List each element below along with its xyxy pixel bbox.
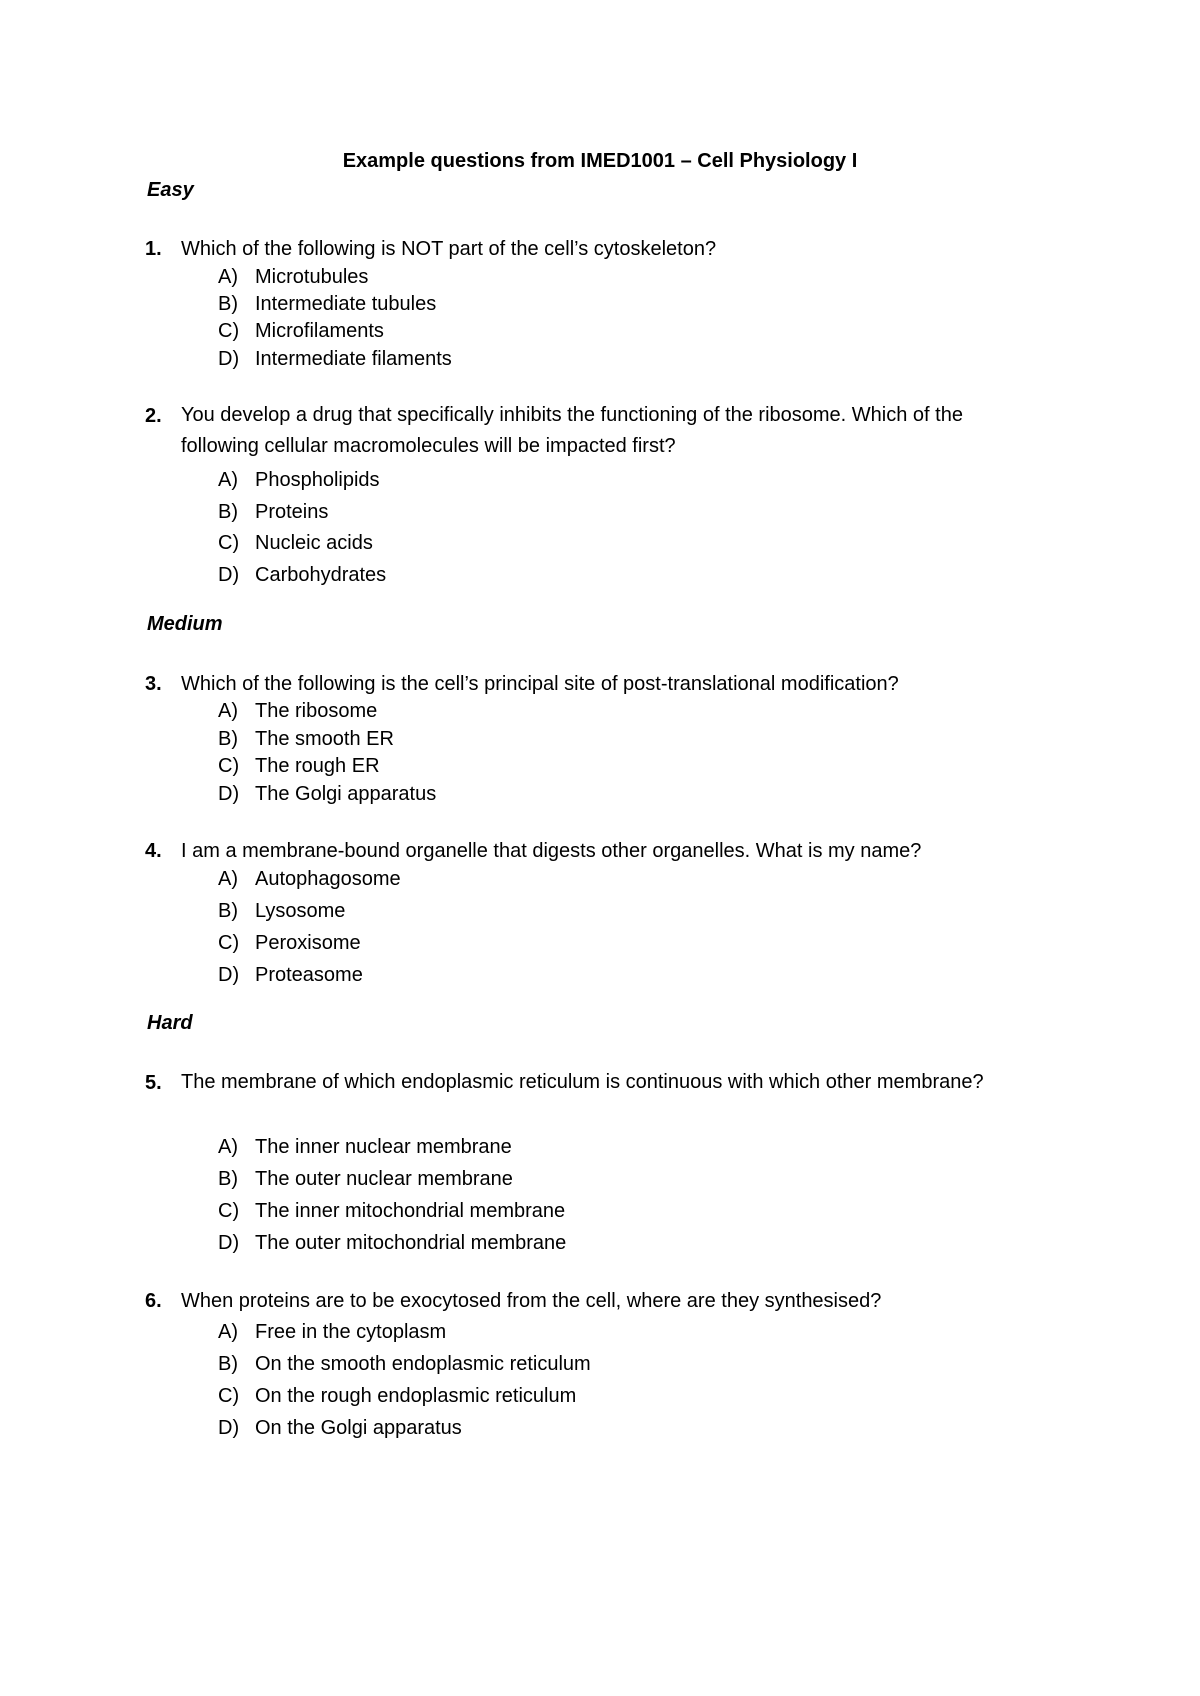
document-title: Example questions from IMED1001 – Cell Physiology I [342,150,858,172]
option-text: Free in the cytoplasm [255,1321,447,1343]
answer-option [218,782,436,806]
question-number: 5. [145,1072,162,1094]
question-text: When proteins are to be exocytosed from the cell, where are they synthesised? [181,1290,882,1312]
section-heading-medium: Medium [147,613,223,635]
section-heading-hard: Hard [147,1012,193,1034]
option-letter: B) [218,1168,238,1190]
question-text: Which of the following is NOT part of the cell’s cytoskeleton? [181,238,717,260]
answer-option [218,1320,446,1344]
answer-option [218,347,452,371]
question-text: Which of the following is the cell’s principal site of post-translational modification? [181,673,899,695]
question-number: 3. [145,673,162,695]
option-text: The inner nuclear membrane [255,1136,512,1158]
option-letter: B) [218,728,238,750]
answer-option [218,1384,576,1408]
option-text: Proteasome [255,964,363,986]
option-text: Peroxisome [255,932,361,954]
option-letter: C) [218,532,240,554]
option-text: On the Golgi apparatus [255,1417,462,1439]
option-text: The outer nuclear membrane [255,1168,513,1190]
option-text: Autophagosome [255,868,401,890]
answer-option [218,265,368,289]
option-letter: C) [218,755,240,777]
answer-option [218,1231,566,1255]
option-letter: C) [218,320,240,342]
answer-option [218,319,384,343]
option-text: The ribosome [255,700,378,722]
option-text: Microtubules [255,266,369,288]
option-text: Lysosome [255,900,346,922]
answer-option [218,1167,513,1191]
answer-option [218,1199,565,1223]
option-letter: D) [218,964,240,986]
section-heading-easy: Easy [147,179,194,201]
option-text: The Golgi apparatus [255,783,437,805]
option-text: Nucleic acids [255,532,373,554]
option-text: The rough ER [255,755,380,777]
option-letter: D) [218,783,240,805]
option-letter: C) [218,932,240,954]
answer-option [218,468,380,492]
option-letter: D) [218,1232,240,1254]
answer-option [218,1135,512,1159]
option-text: The inner mitochondrial membrane [255,1200,566,1222]
option-text: Carbohydrates [255,564,387,586]
answer-option [218,754,380,778]
answer-option [218,963,363,987]
answer-option [218,931,361,955]
option-letter: C) [218,1200,240,1222]
option-letter: D) [218,564,240,586]
option-letter: C) [218,1385,240,1407]
option-letter: D) [218,348,240,370]
answer-option [218,899,345,923]
option-letter: A) [218,469,238,491]
question-number: 2. [145,405,162,427]
option-letter: D) [218,1417,240,1439]
option-letter: A) [218,1321,238,1343]
option-letter: B) [218,501,238,523]
question-text: You develop a drug that specifically inhibits the functioning of the ribosome. Which of the following cellular macromolecules will be impacted first? [181,404,963,457]
answer-option [218,867,401,891]
option-text: The smooth ER [255,728,394,750]
option-text: Proteins [255,501,329,523]
option-text: On the smooth endoplasmic reticulum [255,1353,591,1375]
option-text: Intermediate filaments [255,348,452,370]
answer-option [218,699,377,723]
answer-option [218,500,328,524]
question-number: 4. [145,840,162,862]
option-text: Phospholipids [255,469,380,491]
answer-option [218,727,394,751]
option-letter: A) [218,700,238,722]
option-letter: A) [218,868,238,890]
question-text: The membrane of which endoplasmic reticulum is continuous with which other membrane? [181,1071,984,1093]
option-letter: B) [218,1353,238,1375]
question-text: I am a membrane-bound organelle that digests other organelles. What is my name? [181,840,922,862]
answer-option [218,1416,462,1440]
option-letter: B) [218,293,238,315]
answer-option [218,1352,591,1376]
option-text: Microfilaments [255,320,384,342]
option-text: The outer mitochondrial membrane [255,1232,567,1254]
answer-option [218,531,373,555]
option-text: On the rough endoplasmic reticulum [255,1385,577,1407]
answer-option [218,292,436,316]
answer-option [218,563,386,587]
option-text: Intermediate tubules [255,293,437,315]
question-number: 1. [145,238,162,260]
question-number: 6. [145,1290,162,1312]
option-letter: A) [218,266,238,288]
option-letter: B) [218,900,238,922]
option-letter: A) [218,1136,238,1158]
